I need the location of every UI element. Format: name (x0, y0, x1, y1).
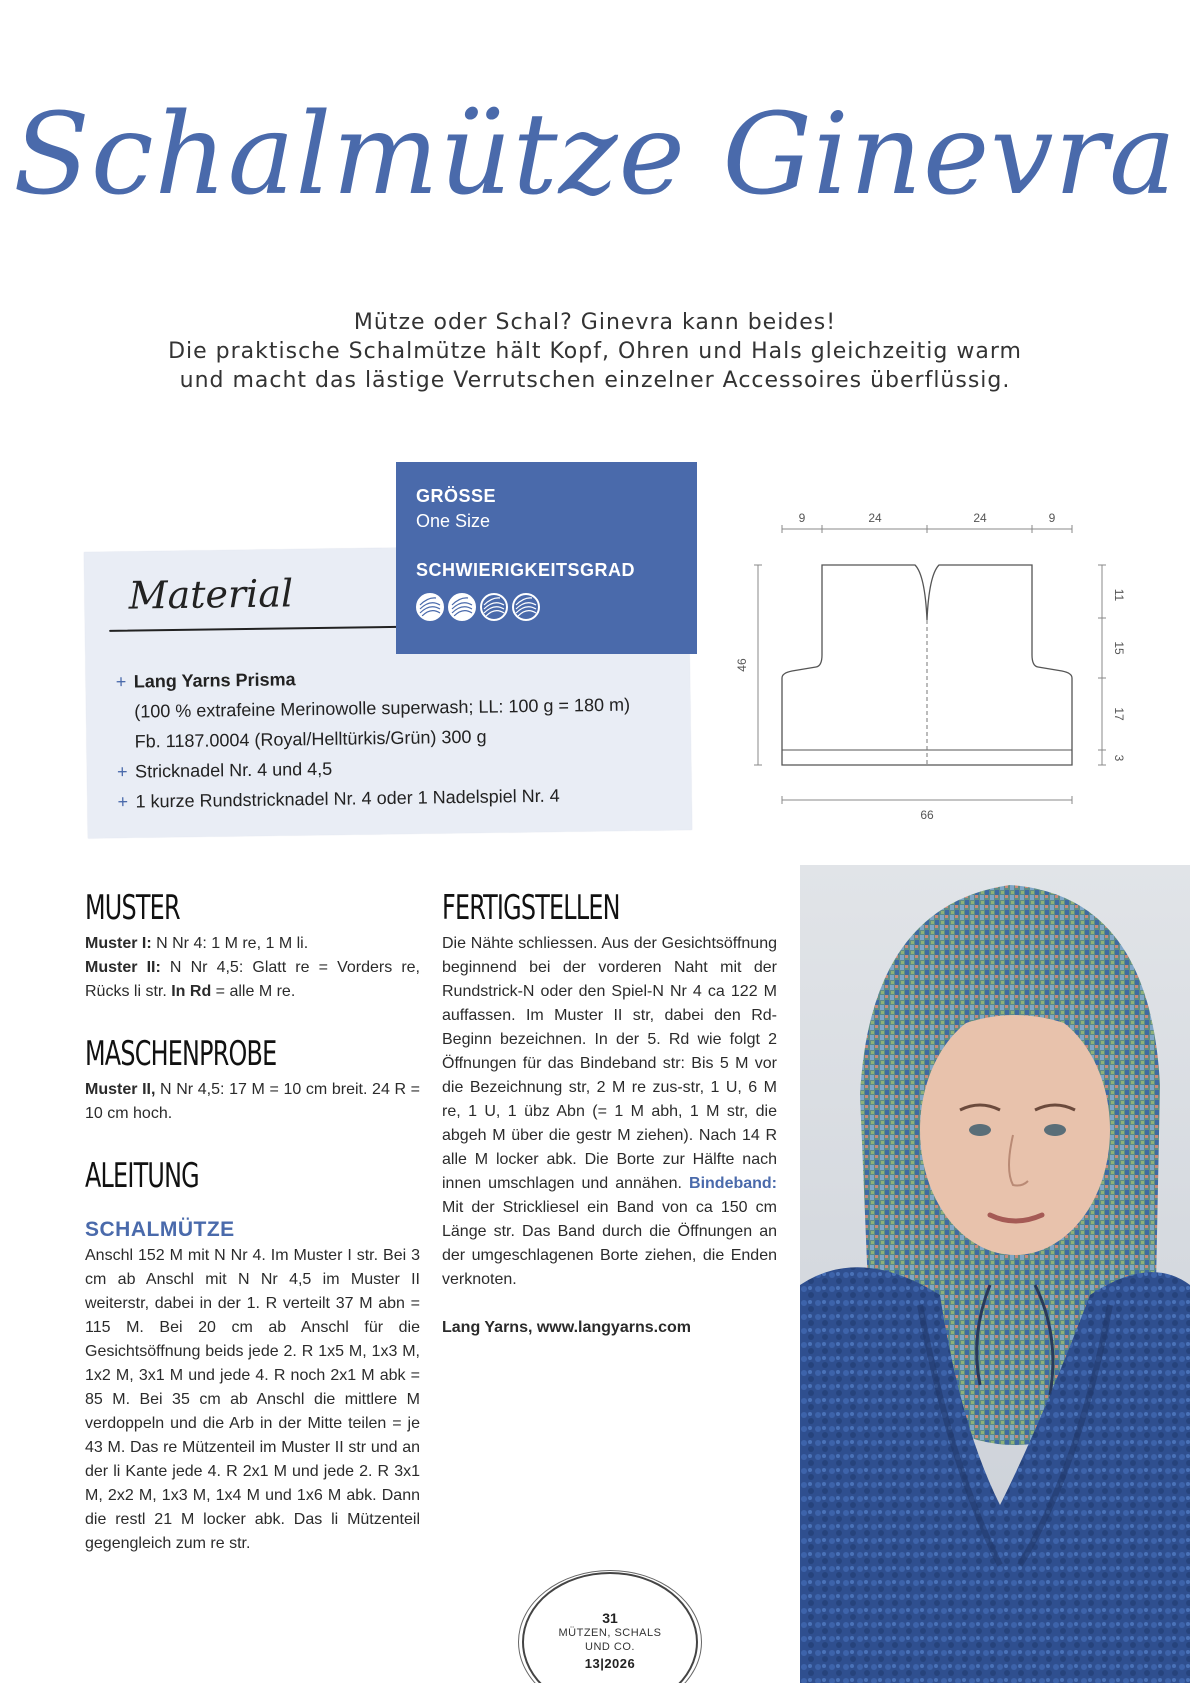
maschenprobe-label: Muster II, (85, 1081, 156, 1098)
maschenprobe-body: N Nr 4,5: 17 M = 10 cm breit. 24 R = 10 cm hoch. (85, 1081, 420, 1122)
dim-right-3: 17 (1112, 707, 1126, 721)
intro-text (100, 308, 1090, 395)
schalmuetze-subheading: SCHALMÜTZE (85, 1218, 235, 1241)
info-box (396, 462, 697, 654)
yarn-name: Lang Yarns Prisma (133, 669, 296, 692)
dim-bottom: 66 (920, 808, 934, 822)
plus-icon: + (116, 761, 128, 782)
model-photo-illustration (800, 865, 1190, 1683)
left-column (85, 888, 420, 1556)
middle-column (442, 888, 777, 1340)
credit-line: Lang Yarns, www.langyarns.com (442, 1319, 691, 1336)
difficulty-label: SCHWIERIGKEITSGRAD (416, 560, 636, 580)
page-title: Schalmütze Ginevra (13, 90, 1177, 220)
dim-left: 46 (735, 658, 749, 672)
dim-top-4: 9 (1048, 511, 1056, 525)
material-heading: Material (128, 571, 294, 618)
dim-top-2: 24 (868, 511, 882, 525)
intro-line: und macht das lästige Verrutschen einzelner Accessoires überflüssig. (179, 368, 1011, 393)
issue-number: 13|2026 (584, 1656, 636, 1671)
yarn-ball-icon (416, 593, 444, 621)
bindeband-text: Mit der Strickliesel ein Band von ca 150 cm Länge str. Das Band durch die Öffnungen an der umgeschlagenen Borte ziehen, die Enden verknoten. (442, 1199, 777, 1288)
fertigstellen-text (442, 932, 777, 1292)
model-photo (800, 865, 1190, 1683)
difficulty-rating (416, 593, 677, 621)
maschenprobe-heading: MASCHENPROBE (85, 1034, 277, 1074)
muster-2-text: N Nr 4,5: Glatt re = Vorders re, Rücks li str. (85, 959, 421, 1000)
dim-right-4: 3 (1112, 754, 1126, 762)
yarn-ball-icon (480, 593, 508, 621)
muster-text (85, 932, 420, 1004)
anleitung-text: Anschl 152 M mit N Nr 4. Im Muster I str. Bei 3 cm ab Anschl mit N Nr 4,5 im Muster II weiterstr, dabei in der 1. R verteilt 37 M abn = 115 M. Bei 20 cm ab Anschl für die Gesichtsöffnung beids jede 2. R 1x5 M, 1x3 M, 1x2 M, 3x1 M und jede 4. R noch 2x1 M abk = 85 M. Bei 35 cm ab Anschl die mittlere M verdoppeln und die Arb in der Mitte teilen = je 43 M. Das re Mützenteil im Muster II str und an der li Kante jede 4. R 2x1 M und jede 2. R 3x1 M, 2x2 M, 1x3 M, 1x4 M und 1x6 M abk. Dann die restl 21 M locker abk. Das li Mützenteil gegengleich zum re str. (85, 1247, 420, 1552)
plus-icon: + (115, 671, 127, 692)
yarn-ball-icon (448, 593, 476, 621)
rd-text: = alle M re. (211, 983, 296, 1000)
yarn-description: (100 % extrafeine Merinowolle superwash; LL: 100 g = 180 m) (134, 694, 631, 722)
muster-1-label: Muster I: (85, 935, 152, 952)
pattern-schematic (720, 505, 1140, 825)
anleitung-heading: ALEITUNG (85, 1156, 199, 1196)
material-item-circular (117, 779, 677, 817)
material-underline (109, 626, 399, 632)
page-number: 31 (602, 1610, 618, 1626)
rd-label: In Rd (171, 983, 212, 1000)
dim-top-1: 9 (798, 511, 806, 525)
size-value: One Size (416, 511, 491, 531)
material-list (116, 659, 678, 817)
fertigstellen-body: Die Nähte schliessen. Aus der Gesichtsöffnung beginnend bei der vorderen Naht mit der Rundstrick-N oder den Spiel-N Nr 4 ca 122 M auffassen. Im Muster II str, dabei den Rd-Beginn bezeichnen. In der 5. Rd wie folgt 2 Öffnungen für das Bindeband str: Bis 5 M vor die Bezeichnung str, 2 M re zus-str, 1 U, 6 M re, 1 U, 1 übz Abn (= 1 M abh, 1 M str, die abgeh M über die gestr M ziehen). Nach 14 R alle M locker abk. Die Borte zur Hälfte nach innen umschlagen und annähen. (442, 935, 777, 1192)
section-name-line-1: MÜTZEN, SCHALS (558, 1627, 662, 1639)
section-name-line-2: UND CO. (585, 1641, 635, 1653)
yarn-color: Fb. 1187.0004 (Royal/Helltürkis/Grün) 300 g (134, 726, 487, 752)
plus-icon: + (117, 791, 129, 812)
yarn-ball-icon (512, 593, 540, 621)
dim-right-2: 15 (1112, 641, 1126, 655)
intro-line: Mütze oder Schal? Ginevra kann beides! (353, 310, 837, 335)
size-label: GRÖSSE (416, 486, 497, 506)
dim-top-3: 24 (973, 511, 987, 525)
page-badge (522, 1572, 698, 1683)
circular-needle-text: 1 kurze Rundstricknadel Nr. 4 oder 1 Nadelspiel Nr. 4 (135, 785, 560, 812)
muster-heading: MUSTER (85, 888, 180, 928)
fertigstellen-heading: FERTIGSTELLEN (442, 888, 620, 928)
bindeband-label: Bindeband: (689, 1175, 778, 1192)
muster-1-text: N Nr 4: 1 M re, 1 M li. (151, 935, 309, 952)
dim-right-1: 11 (1112, 588, 1126, 602)
maschenprobe-text (85, 1078, 420, 1126)
intro-line: Die praktische Schalmütze hält Kopf, Ohren und Hals gleichzeitig warm (168, 339, 1022, 364)
needles-text: Stricknadel Nr. 4 und 4,5 (134, 758, 333, 782)
muster-2-label: Muster II: (85, 959, 161, 976)
